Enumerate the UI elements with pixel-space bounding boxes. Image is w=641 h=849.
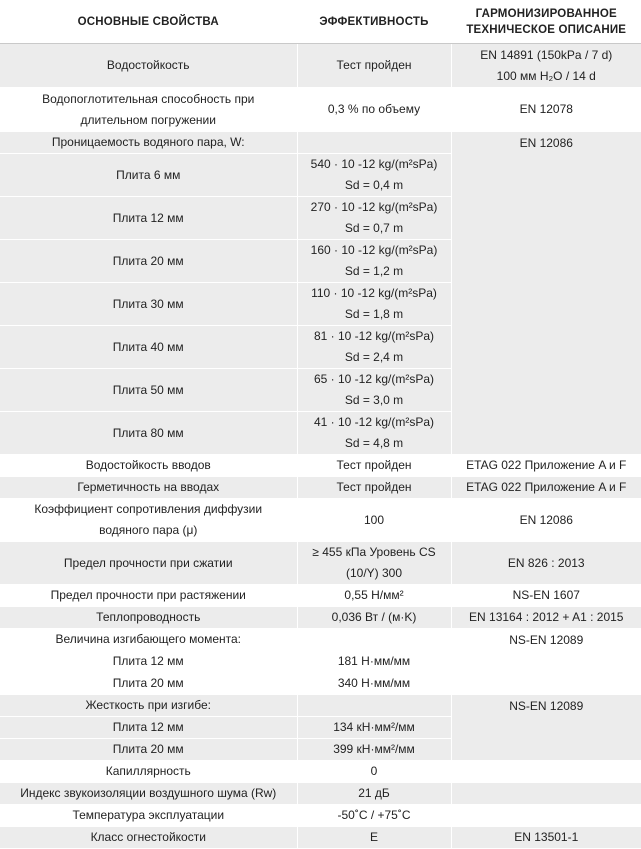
performance-cell: [297, 154, 451, 197]
standard-cell: NS-EN 12089: [451, 695, 641, 761]
property-cell: [0, 88, 297, 132]
performance-cell: [297, 283, 451, 326]
plate-cell: Плита 12 мм: [0, 651, 297, 673]
value-line: 540 · 10 -12 kg/(m²sPa): [310, 157, 438, 171]
property-cell: Индекс звукоизоляции воздушного шума (Rw): [0, 783, 297, 805]
header-properties: ОСНОВНЫЕ СВОЙСТВА: [0, 0, 297, 44]
property-cell: Водостойкость вводов: [0, 455, 297, 477]
performance-cell: [297, 326, 451, 369]
property-cell: Класс огнестойкости: [0, 827, 297, 849]
plate-cell: Плита 20 мм: [0, 673, 297, 695]
header-standard: ГАРМОНИЗИРОВАННОЕ ТЕХНИЧЕСКОЕ ОПИСАНИЕ: [451, 0, 641, 44]
property-cell: Капиллярность: [0, 761, 297, 783]
sd-line: Sd = 1,2 m: [344, 264, 404, 278]
property-cell: Жесткость при изгибе:: [0, 695, 297, 717]
table-row: [0, 629, 641, 651]
table-row: [0, 455, 641, 477]
performance-cell: 181 Н·мм/мм: [297, 651, 451, 673]
standard-cell: EN 12078: [451, 88, 641, 132]
performance-cell: 0,036 Вт / (м·K): [297, 607, 451, 629]
value-line: 41 · 10 -12 kg/(m²sPa): [313, 415, 435, 429]
table-row: [0, 132, 641, 154]
plate-cell: Плита 12 мм: [0, 717, 297, 739]
standard-line: 100 мм H₂O / 14 d: [496, 68, 596, 83]
plate-cell: Плита 20 мм: [0, 240, 297, 283]
standard-cell: [451, 761, 641, 783]
performance-line: ≥ 455 кПа Уровень CS: [312, 545, 436, 559]
performance-cell: [297, 369, 451, 412]
table-row: [0, 44, 641, 88]
performance-cell: 21 дБ: [297, 783, 451, 805]
sd-line: Sd = 4,8 m: [344, 436, 404, 450]
table-row: [0, 499, 641, 542]
value-line: 110 · 10 -12 kg/(m²sPa): [311, 286, 437, 300]
property-line: длительном погружении: [80, 112, 216, 127]
property-line: Коэффициент сопротивления диффузии: [34, 502, 263, 516]
table-row: [0, 607, 641, 629]
performance-cell: -50˚C / +75˚C: [297, 805, 451, 827]
table-row: [0, 805, 641, 827]
standard-cell: EN 13501-1: [451, 827, 641, 849]
standard-cell: [451, 783, 641, 805]
performance-cell: 340 Н·мм/мм: [297, 673, 451, 695]
standard-cell: EN 12086: [451, 132, 641, 455]
sd-line: Sd = 0,4 m: [344, 178, 404, 192]
performance-cell: [297, 695, 451, 717]
performance-cell: 0: [297, 761, 451, 783]
standard-cell: NS-EN 1607: [451, 585, 641, 607]
property-cell: Предел прочности при растяжении: [0, 585, 297, 607]
property-cell: [0, 499, 297, 542]
value-line: 270 · 10 -12 kg/(m²sPa): [310, 200, 438, 214]
value-line: 81 · 10 -12 kg/(m²sPa): [313, 329, 435, 343]
property-cell: Водостойкость: [0, 44, 297, 88]
standard-cell: ETAG 022 Приложение A и F: [451, 455, 641, 477]
performance-cell: [297, 629, 451, 651]
sd-line: Sd = 2,4 m: [344, 350, 404, 364]
standard-cell: EN 826 : 2013: [451, 542, 641, 585]
performance-cell: [297, 412, 451, 455]
plate-cell: Плита 50 мм: [0, 369, 297, 412]
property-line: водяного пара (μ): [99, 523, 198, 537]
standard-cell: EN 13164 : 2012 + A1 : 2015: [451, 607, 641, 629]
performance-cell: [297, 240, 451, 283]
property-cell: Проницаемость водяного пара, W:: [0, 132, 297, 154]
plate-cell: Плита 12 мм: [0, 197, 297, 240]
sd-line: Sd = 1,8 m: [344, 307, 404, 321]
table-row: [0, 783, 641, 805]
plate-cell: Плита 20 мм: [0, 739, 297, 761]
plate-cell: Плита 30 мм: [0, 283, 297, 326]
standard-cell: [451, 805, 641, 827]
standard-cell: EN 12086: [451, 499, 641, 542]
plate-cell: Плита 80 мм: [0, 412, 297, 455]
performance-cell: E: [297, 827, 451, 849]
performance-cell: Тест пройден: [297, 44, 451, 88]
value-line: 160 · 10 -12 kg/(m²sPa): [310, 243, 438, 257]
performance-cell: 0,3 % по объему: [297, 88, 451, 132]
property-cell: Теплопроводность: [0, 607, 297, 629]
property-cell: Температура эксплуатации: [0, 805, 297, 827]
table-row: [0, 477, 641, 499]
performance-line: (10/Y) 300: [345, 566, 403, 580]
table-row: [0, 542, 641, 585]
standard-cell: ETAG 022 Приложение A и F: [451, 477, 641, 499]
standard-cell: [451, 44, 641, 88]
standard-line: EN 14891 (150kPa / 7 d): [480, 47, 613, 62]
table-row: [0, 761, 641, 783]
performance-cell: 100: [297, 499, 451, 542]
plate-cell: Плита 6 мм: [0, 154, 297, 197]
sd-line: Sd = 0,7 m: [344, 221, 404, 235]
header-performance: ЭФФЕКТИВНОСТЬ: [297, 0, 451, 44]
performance-cell: [297, 197, 451, 240]
performance-cell: 399 кН·мм²/мм: [297, 739, 451, 761]
table-row: [0, 827, 641, 849]
sd-line: Sd = 3,0 m: [344, 393, 404, 407]
property-line: Водопоглотительная способность при: [42, 91, 255, 106]
performance-cell: Тест пройден: [297, 455, 451, 477]
performance-cell: Тест пройден: [297, 477, 451, 499]
value-line: 65 · 10 -12 kg/(m²sPa): [313, 372, 435, 386]
performance-cell: [297, 132, 451, 154]
header-row: [0, 0, 641, 44]
performance-cell: 134 кН·мм²/мм: [297, 717, 451, 739]
performance-cell: 0,55 Н/мм²: [297, 585, 451, 607]
table-row: [0, 88, 641, 132]
table-row: [0, 695, 641, 717]
standard-cell: NS-EN 12089: [451, 629, 641, 695]
table-row: [0, 585, 641, 607]
property-cell: Величина изгибающего момента:: [0, 629, 297, 651]
property-cell: Герметичность на вводах: [0, 477, 297, 499]
property-cell: Предел прочности при сжатии: [0, 542, 297, 585]
performance-cell: [297, 542, 451, 585]
plate-cell: Плита 40 мм: [0, 326, 297, 369]
